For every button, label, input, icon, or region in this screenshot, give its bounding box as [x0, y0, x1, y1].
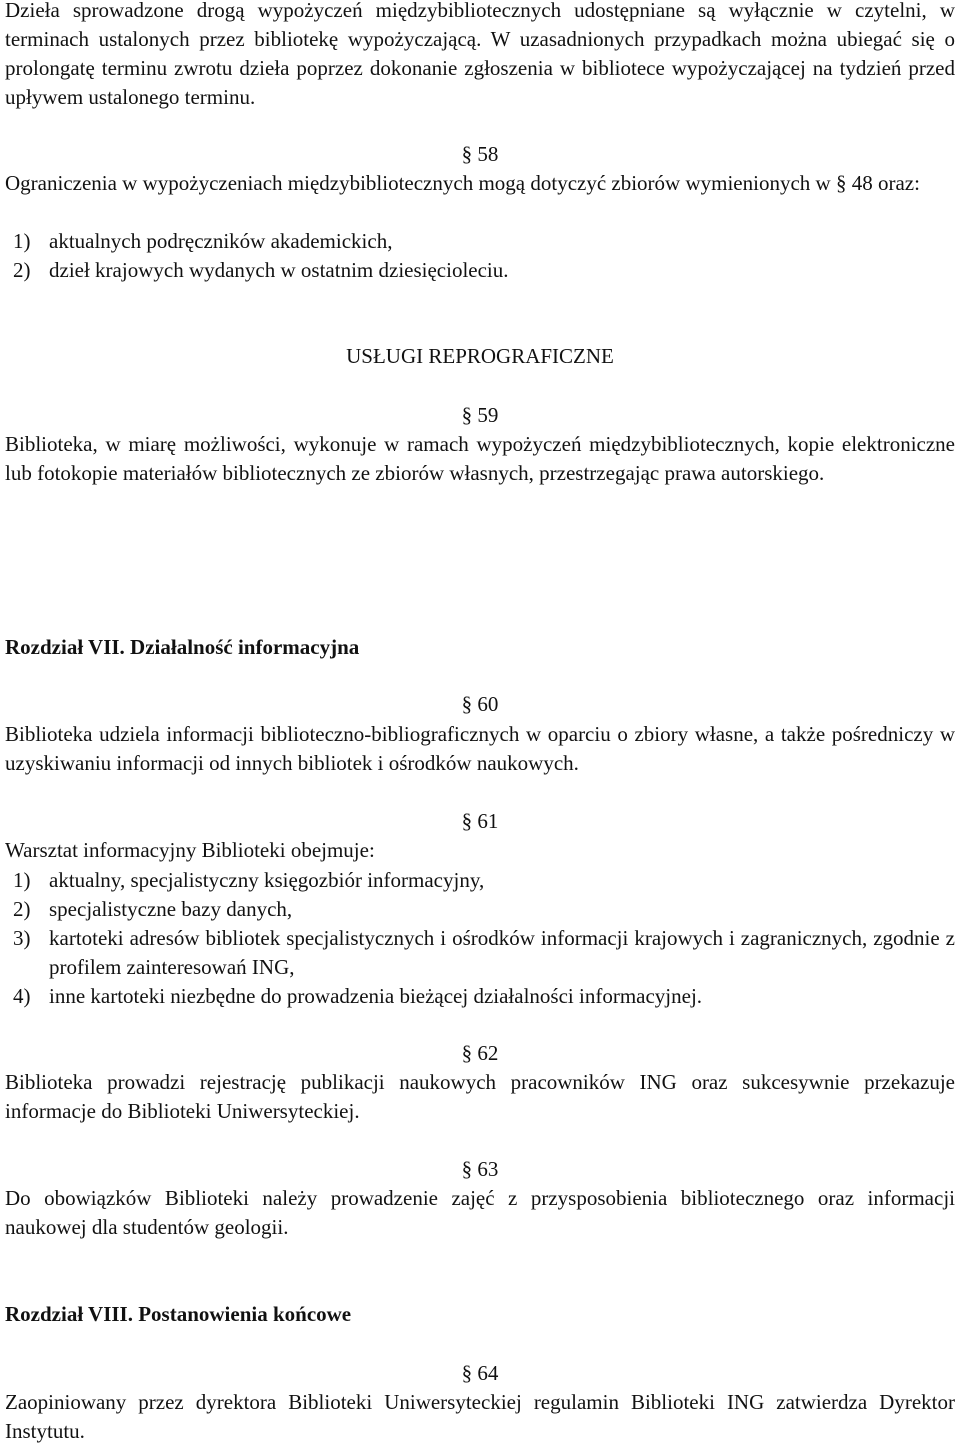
section-62-text: Biblioteka prowadzi rejestrację publikacji naukowych pracowników ING oraz sukcesywnie przekazuje informacje do Biblioteki Uniwersyteckiej. — [5, 1070, 955, 1123]
services-heading: USŁUGI REPROGRAFICZNE — [346, 344, 614, 368]
section-60-number: § 60 — [461, 692, 499, 716]
section-61-text: Warsztat informacyjny Biblioteki obejmuje: — [5, 838, 375, 862]
section-59-text: Biblioteka, w miarę możliwości, wykonuje w ramach wypożyczeń międzybibliotecznych, kopie elektroniczne lub fotokopie materiałów bibliotecznych ze zbiorów własnych, przestrzegając prawa autorskiego. — [5, 432, 955, 485]
section-64-text: Zaopiniowany przez dyrektora Biblioteki Uniwersyteckiej regulamin Biblioteki ING zatwierdza Dyrektor Instytutu. — [5, 1390, 955, 1443]
section-64-number: § 64 — [461, 1361, 499, 1385]
section-58-text: Ograniczenia w wypożyczeniach międzybibliotecznych mogą dotyczyć zbiorów wymienionych w § 48 oraz: — [5, 171, 920, 195]
section-61-number: § 61 — [461, 809, 499, 833]
section-58-list — [5, 227, 955, 285]
list-item: 1) aktualny, specjalistyczny księgozbiór informacyjny, — [13, 868, 485, 892]
section-60-text: Biblioteka udziela informacji biblioteczno-bibliograficznych w oparciu o zbiory własne, a także pośredniczy w uzyskiwaniu informacji od innych bibliotek i ośrodków naukowych. — [5, 722, 955, 775]
list-item: 2) specjalistyczne bazy danych, — [13, 897, 293, 921]
chapter-7-heading: Rozdział VII. Działalność informacyjna — [5, 635, 360, 659]
list-item: 2) dzieł krajowych wydanych w ostatnim dziesięcioleciu. — [13, 258, 509, 282]
section-61-list — [5, 866, 955, 1011]
section-62-number: § 62 — [461, 1041, 499, 1065]
chapter-8-heading: Rozdział VIII. Postanowienia końcowe — [5, 1302, 352, 1326]
section-58-number: § 58 — [461, 142, 499, 166]
list-item: 4) inne kartoteki niezbędne do prowadzenia bieżącej działalności informacyjnej. — [13, 984, 703, 1008]
intro-paragraph: Dzieła sprowadzone drogą wypożyczeń międzybibliotecznych udostępniane są wyłącznie w czytelni, w terminach ustalonych przez bibliotekę wypożyczającą. W uzasadnionych przypadkach można ubiegać się o prolongatę terminu zwrotu dzieła poprzez dokonanie zgłoszenia w bibliotece wypożyczającej na tydzień przed upływem ustalonego terminu. — [5, 0, 955, 109]
section-63-text: Do obowiązków Biblioteki należy prowadzenie zajęć z przysposobienia bibliotecznego oraz informacji naukowej dla studentów geologii. — [5, 1186, 955, 1239]
section-63-number: § 63 — [461, 1157, 499, 1181]
section-59-number: § 59 — [461, 403, 499, 427]
list-item: 1) aktualnych podręczników akademickich, — [13, 229, 393, 253]
list-item: 3) kartoteki adresów bibliotek specjalistycznych i ośrodków informacji krajowych i zagranicznych, zgodnie z profilem zainteresowań ING, — [13, 926, 955, 979]
